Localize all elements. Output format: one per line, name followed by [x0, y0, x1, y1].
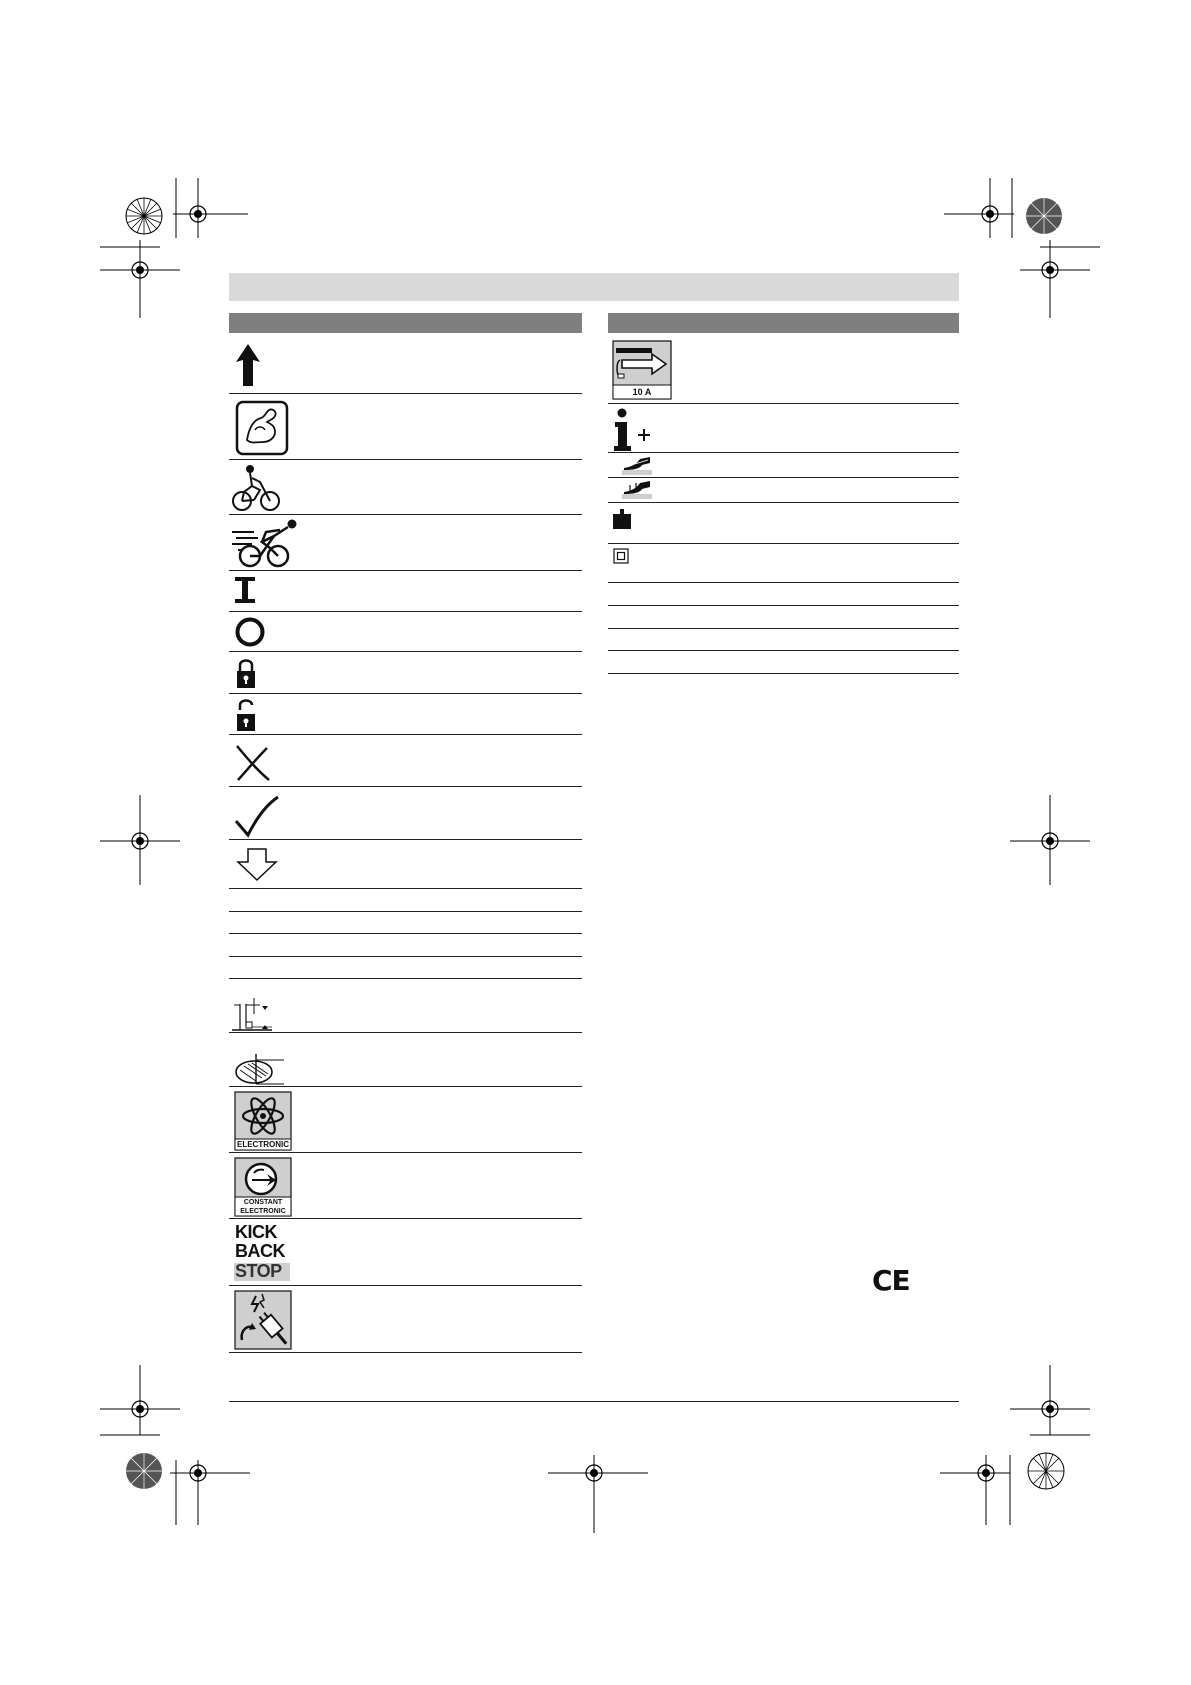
row-divider	[608, 403, 959, 404]
right-column-heading	[608, 313, 959, 333]
constant-electronic-label-1: CONSTANT	[243, 1199, 283, 1206]
row-divider	[229, 693, 582, 694]
arrow-up-icon	[235, 344, 261, 391]
row-divider	[229, 611, 582, 612]
hand-grip-alt-icon	[622, 479, 652, 504]
kickback-stop-icon	[234, 1223, 290, 1281]
protection-class-ii-icon	[613, 548, 629, 569]
registration-mark-bottom-right	[940, 1365, 1090, 1530]
registration-mark-bottom-left	[100, 1365, 270, 1530]
row-divider	[229, 839, 582, 840]
weight-icon	[612, 508, 632, 535]
row-divider	[608, 650, 959, 651]
constant-electronic-label-2: ELECTRONIC	[240, 1208, 286, 1215]
left-column-heading-text	[229, 316, 237, 330]
registration-mark-mid-left	[100, 795, 180, 885]
row-divider	[229, 570, 582, 571]
info-plus-icon	[612, 408, 652, 457]
electronic-badge-icon	[234, 1091, 292, 1156]
kickback-line-3: STOP	[235, 1261, 282, 1281]
lock-open-icon	[236, 698, 256, 737]
row-divider	[608, 673, 959, 674]
row-divider	[229, 888, 582, 889]
constant-electronic-badge-icon	[234, 1157, 292, 1222]
left-column-heading	[229, 313, 582, 333]
row-divider	[608, 477, 959, 478]
row-divider	[229, 393, 582, 394]
row-divider	[229, 1152, 582, 1153]
muscle-arm-icon	[235, 400, 289, 461]
cyclist-slow-icon	[232, 464, 282, 517]
electronic-badge-label: ELECTRONIC	[237, 1140, 289, 1149]
row-divider	[229, 1285, 582, 1286]
row-divider	[608, 502, 959, 503]
row-divider	[229, 1086, 582, 1087]
registration-mark-top-left-2	[100, 240, 180, 320]
on-switch-icon	[234, 576, 256, 609]
row-divider	[608, 452, 959, 453]
row-divider	[229, 1218, 582, 1219]
header-band	[229, 273, 959, 301]
row-divider	[229, 651, 582, 652]
registration-mark-top-right-2	[1020, 240, 1100, 320]
row-divider	[229, 786, 582, 787]
extension-cord-label: 10 A	[632, 387, 652, 397]
ce-mark: CE	[872, 1264, 910, 1297]
footer-rule	[229, 1401, 959, 1402]
checkmark-icon	[234, 795, 280, 844]
row-divider	[229, 734, 582, 735]
plug-disconnect-icon	[234, 1290, 292, 1355]
row-divider	[229, 1032, 582, 1033]
row-divider	[229, 933, 582, 934]
kickback-line-1: KICK	[235, 1222, 277, 1242]
arrow-down-icon	[236, 848, 278, 887]
right-column-heading-text	[608, 316, 616, 330]
registration-mark-bottom-center	[548, 1455, 648, 1535]
row-divider	[608, 582, 959, 583]
row-divider	[229, 956, 582, 957]
row-divider	[229, 978, 582, 979]
kickback-line-2: BACK	[235, 1241, 285, 1261]
row-divider	[229, 459, 582, 460]
row-divider	[229, 911, 582, 912]
row-divider	[608, 628, 959, 629]
registration-mark-mid-right	[1010, 795, 1090, 885]
row-divider	[608, 605, 959, 606]
off-switch-icon	[234, 616, 266, 653]
row-divider	[608, 543, 959, 544]
lock-closed-icon	[236, 657, 256, 694]
cross-icon	[235, 744, 271, 787]
row-divider	[229, 1352, 582, 1353]
cyclist-fast-icon	[232, 518, 302, 573]
row-divider	[229, 514, 582, 515]
extension-cord-10a-icon	[612, 340, 672, 405]
